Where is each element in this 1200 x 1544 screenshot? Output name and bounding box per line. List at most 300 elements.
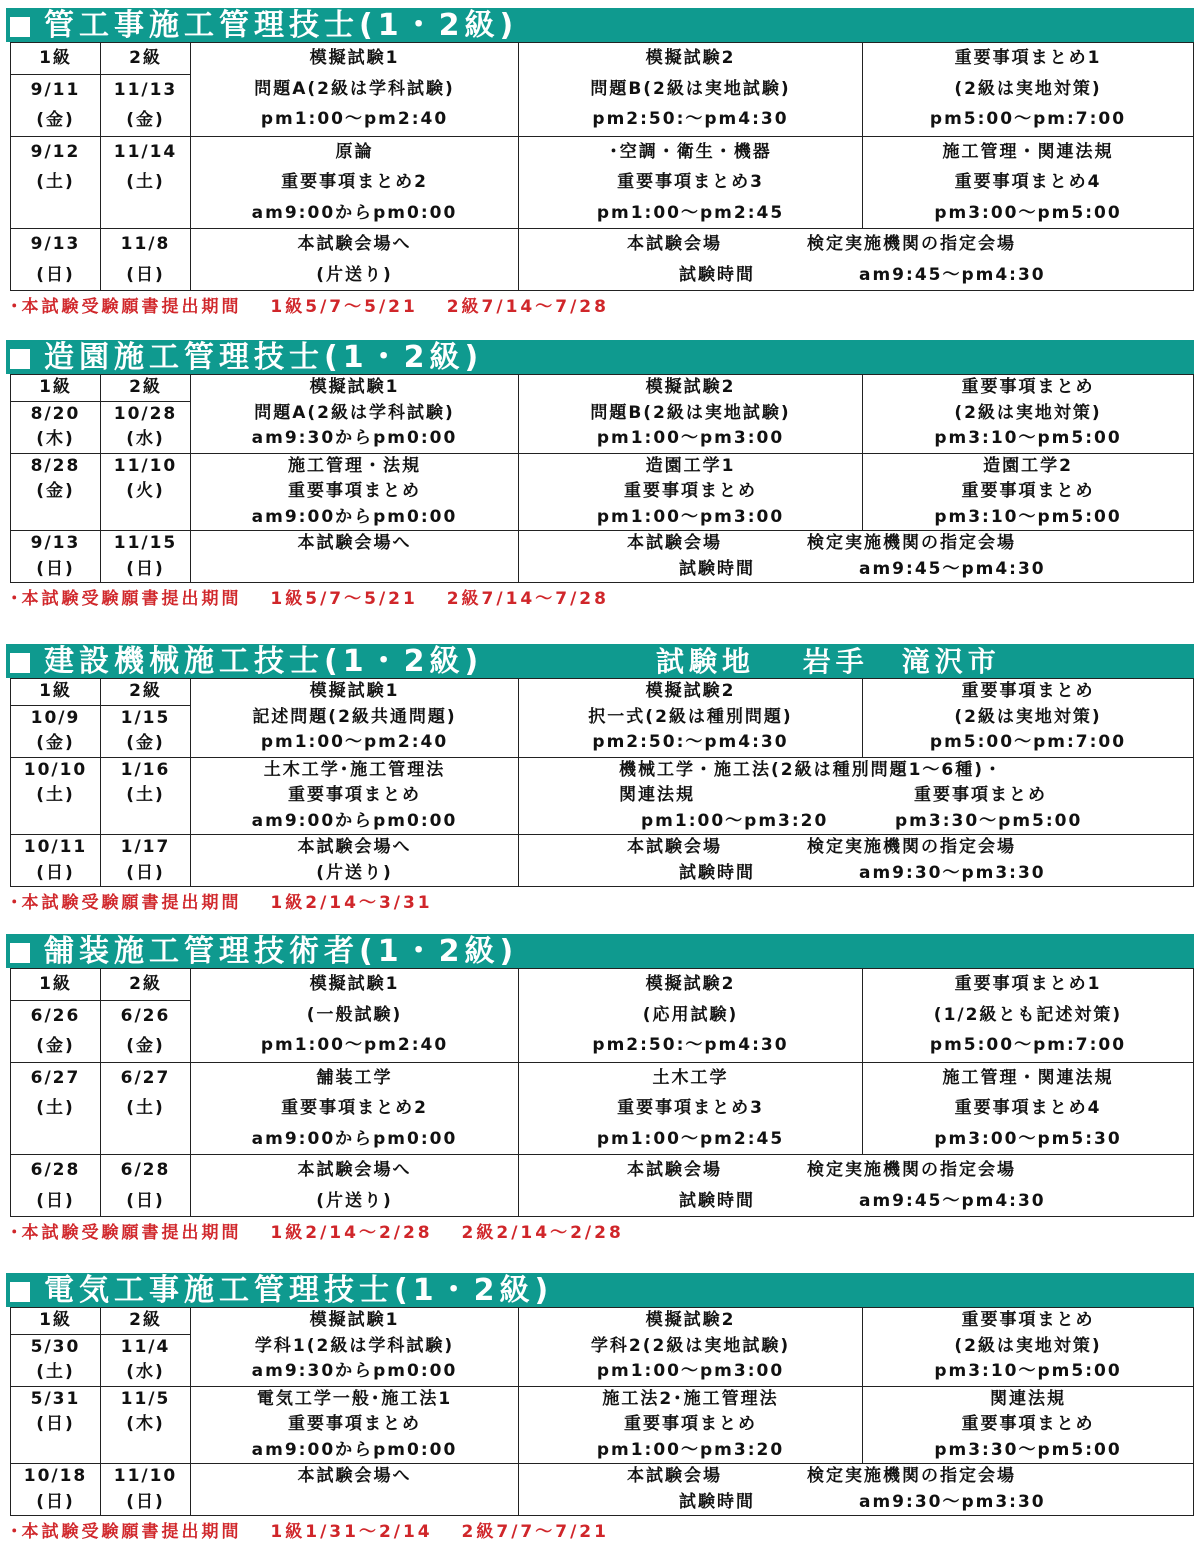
session-weekday: (日) [126, 558, 165, 579]
grade-column-heading: 2級 [101, 375, 190, 402]
session-subject: 模擬試験2 [645, 48, 736, 68]
grade-column-heading: 1級 [11, 1308, 100, 1335]
grade-column-heading: 1級 [11, 969, 100, 1001]
application-period-note: ･本試験受験願書提出期間 1級1/31～2/14 2級7/7～7/21 [10, 1522, 609, 1542]
session-subject: 重要事項まとめ [961, 377, 1095, 397]
grade2-date-cell [101, 835, 191, 887]
session-subject: 本試験会場へ [297, 234, 412, 254]
session-cell [191, 43, 519, 137]
session-cell [519, 43, 863, 137]
session-date: 11/5 [120, 1388, 171, 1409]
exam-hours-label: 試験時間 [679, 1491, 755, 1512]
grade2-date-cell [101, 679, 191, 758]
session-detail: (2級は実地対策) [954, 402, 1102, 423]
session-weekday: (土) [126, 1098, 165, 1118]
session-detail: 重要事項まとめ [624, 1414, 757, 1434]
session-cell [519, 136, 863, 229]
designated-venue: 検定実施機関の指定会場 [807, 837, 1016, 857]
session-weekday: (木) [126, 1414, 165, 1434]
session-weekday: (金) [36, 1036, 75, 1056]
course-section [6, 1273, 1194, 1543]
session-detail: (応用試験) [642, 1004, 739, 1025]
grade1-date-cell [11, 453, 101, 531]
schedule-row [11, 1464, 1194, 1516]
session-cell [191, 531, 519, 583]
square-bullet-icon [10, 653, 30, 673]
square-bullet-icon [10, 349, 30, 369]
session-date: 6/28 [120, 1160, 171, 1180]
grade1-date-cell [11, 835, 101, 887]
session-time: pm1:00～pm3:00 [596, 1361, 785, 1381]
session-subject: 電気工学一般･施工法1 [256, 1388, 453, 1409]
session-time: am9:30からpm0:00 [251, 1361, 458, 1381]
schedule-table [10, 1307, 1194, 1516]
session-detail: 重要事項まとめ4 [954, 1098, 1102, 1118]
application-period-note: ･本試験受験願書提出期間 1級2/14～2/28 2級2/14～2/28 [10, 1223, 624, 1243]
combined-time-1: pm1:00～pm3:20 [641, 810, 829, 831]
session-time: am9:00からpm0:00 [251, 810, 458, 831]
session-subject: 施工管理・法規 [288, 455, 421, 476]
session-detail: 重要事項まとめ [288, 785, 421, 805]
session-detail: (一般試験) [306, 1004, 403, 1025]
session-cell [519, 375, 863, 454]
session-time: pm3:00～pm5:00 [934, 202, 1122, 223]
session-subject: 重要事項まとめ [961, 1310, 1095, 1330]
session-weekday: (土) [36, 1098, 75, 1118]
section-header [6, 8, 1194, 42]
grade1-date-cell [11, 1155, 101, 1217]
session-date: 1/15 [120, 707, 171, 728]
course-section [6, 8, 1194, 318]
section-title: 管工事施工管理技士(1・2級) [44, 8, 519, 43]
session-cell [191, 1062, 519, 1155]
session-weekday: (火) [126, 481, 165, 501]
session-weekday: (日) [126, 1491, 165, 1512]
session-time: pm3:10～pm5:00 [934, 428, 1122, 448]
session-weekday: (木) [36, 429, 75, 449]
schedule-row [11, 531, 1194, 583]
course-section [6, 340, 1194, 610]
session-subject: 模擬試験1 [309, 681, 400, 701]
session-cell [191, 229, 519, 291]
grade2-date-cell [101, 531, 191, 583]
exam-hours: am9:45～pm4:30 [859, 1190, 1046, 1211]
session-weekday: (日) [126, 862, 165, 883]
session-time: am9:00からpm0:00 [251, 1128, 458, 1149]
grade2-date-cell [101, 1308, 191, 1387]
exam-venue-cell [519, 1155, 1194, 1217]
session-weekday: (日) [36, 558, 75, 579]
schedule-row [11, 136, 1194, 229]
session-subject: 本試験会場へ [297, 837, 412, 857]
grade2-date-cell [101, 757, 191, 835]
session-subject: ･空調・衛生・機器 [609, 141, 772, 162]
session-time: pm2:50:～pm4:30 [592, 1035, 789, 1055]
session-weekday: (日) [36, 1190, 75, 1211]
session-subject: 土木工学 [652, 1067, 729, 1088]
grade1-date-cell [11, 531, 101, 583]
session-subject: 模擬試験1 [309, 48, 400, 68]
exam-venue-body [519, 1155, 1193, 1215]
grade-column-heading: 2級 [101, 1308, 190, 1335]
session-date: 9/13 [30, 234, 81, 254]
session-date: 11/10 [113, 1466, 178, 1486]
schedule-row [11, 1062, 1194, 1155]
exam-hours: am9:30～pm3:30 [859, 1491, 1046, 1512]
session-subject: 原論 [335, 141, 374, 162]
session-cell [863, 1308, 1194, 1387]
square-bullet-icon [10, 943, 30, 963]
section-title: 造園施工管理技士(1・2級) [44, 340, 484, 375]
session-subject: 模擬試験2 [645, 974, 736, 994]
session-detail: 重要事項まとめ3 [617, 172, 764, 192]
session-weekday: (日) [36, 1414, 75, 1434]
session-time: am9:00からpm0:00 [251, 1439, 458, 1460]
session-subject: 本試験会場へ [297, 1466, 412, 1486]
session-detail: 重要事項まとめ2 [281, 172, 428, 192]
exam-hours-label: 試験時間 [679, 862, 755, 883]
session-date: 8/28 [30, 455, 81, 476]
session-date: 6/27 [30, 1067, 81, 1088]
session-time: pm1:00～pm3:20 [596, 1439, 785, 1460]
session-time: pm3:30～pm5:00 [934, 1439, 1122, 1460]
square-bullet-icon [10, 17, 30, 37]
course-section [6, 934, 1194, 1244]
combined-review: 重要事項まとめ [914, 785, 1047, 805]
session-time: pm5:00～pm:7:00 [929, 109, 1127, 129]
session-weekday: (日) [126, 1190, 165, 1211]
exam-hours: am9:45～pm4:30 [859, 264, 1046, 285]
schedule-row [11, 1308, 1194, 1387]
session-cell [863, 969, 1194, 1063]
session-detail: (1/2級とも記述対策) [933, 1004, 1123, 1025]
grade2-date-cell [101, 1464, 191, 1516]
session-detail: (2級は実地対策) [954, 78, 1102, 99]
combined-time-2: pm3:30～pm5:00 [895, 810, 1083, 831]
combined-subject-2: 関連法規 [619, 785, 695, 805]
session-weekday: (水) [126, 1362, 165, 1382]
session-cell [863, 136, 1194, 229]
grade1-date-cell [11, 43, 101, 137]
session-detail: 重要事項まとめ [624, 481, 757, 501]
session-detail: (2級は実地対策) [954, 706, 1102, 727]
grade1-date-cell [11, 229, 101, 291]
session-weekday: (金) [126, 110, 165, 130]
session-weekday: (日) [36, 862, 75, 883]
grade2-date-cell [101, 969, 191, 1063]
session-detail: 重要事項まとめ [288, 1414, 421, 1434]
grade2-date-cell [101, 1062, 191, 1155]
schedule-row [11, 969, 1194, 1063]
session-date: 8/20 [30, 403, 81, 424]
exam-venue-body [519, 1464, 1193, 1513]
exam-venue-label: 本試験会場 [627, 1466, 722, 1486]
session-cell [191, 136, 519, 229]
exam-venue-body [519, 229, 1193, 289]
session-weekday: (土) [36, 1362, 75, 1382]
designated-venue: 検定実施機関の指定会場 [807, 1466, 1016, 1486]
session-subject: 模擬試験1 [309, 377, 400, 397]
session-detail: 重要事項まとめ [961, 1414, 1095, 1434]
session-subject: 模擬試験2 [645, 377, 736, 397]
session-detail: 重要事項まとめ [961, 481, 1095, 501]
exam-venue-label: 本試験会場 [627, 533, 722, 553]
section-header [6, 644, 1194, 678]
session-subject: 本試験会場へ [297, 533, 412, 553]
session-time: pm1:00～pm2:40 [260, 109, 449, 129]
session-cell [191, 453, 519, 531]
session-time: pm5:00～pm:7:00 [929, 1035, 1127, 1055]
session-subject: 重要事項まとめ1 [954, 48, 1102, 68]
session-cell [863, 1062, 1194, 1155]
schedule-row [11, 375, 1194, 454]
session-cell [519, 1062, 863, 1155]
designated-venue: 検定実施機関の指定会場 [807, 533, 1016, 553]
session-cell [519, 453, 863, 531]
session-detail: 問題A(2級は学科試験) [254, 78, 455, 99]
section-title: 舗装施工管理技術者(1・2級) [44, 934, 519, 969]
session-detail: 学科2(2級は実地試験) [590, 1335, 791, 1356]
designated-venue: 検定実施機関の指定会場 [807, 234, 1016, 254]
session-weekday: (水) [126, 429, 165, 449]
session-weekday: (日) [36, 1491, 75, 1512]
session-time: pm1:00～pm3:00 [596, 506, 785, 527]
exam-venue-cell [519, 229, 1194, 291]
session-subject: 模擬試験1 [309, 974, 400, 994]
session-detail: (片送り) [316, 264, 393, 285]
session-weekday: (土) [36, 172, 75, 192]
session-time: pm5:00～pm:7:00 [929, 732, 1127, 752]
session-subject: 模擬試験2 [645, 681, 736, 701]
session-date: 10/18 [23, 1466, 88, 1486]
grade-column-heading: 1級 [11, 375, 100, 402]
session-time: pm3:10～pm5:00 [934, 506, 1122, 527]
exam-hours-label: 試験時間 [679, 1190, 755, 1211]
grade1-date-cell [11, 1386, 101, 1464]
session-detail: 択一式(2級は種別問題) [588, 706, 793, 727]
grade1-date-cell [11, 375, 101, 454]
session-date: 10/11 [23, 837, 88, 857]
session-cell [863, 453, 1194, 531]
session-cell [191, 1308, 519, 1387]
exam-hours: am9:45～pm4:30 [859, 558, 1046, 579]
session-detail: 重要事項まとめ [288, 481, 421, 501]
session-cell [863, 375, 1194, 454]
session-time: pm1:00～pm3:00 [596, 428, 785, 448]
application-period-note: ･本試験受験願書提出期間 1級5/7～5/21 2級7/14～7/28 [10, 297, 609, 317]
session-subject: 重要事項まとめ1 [954, 974, 1102, 994]
session-date: 6/26 [120, 1005, 171, 1026]
session-detail: 問題B(2級は実地試験) [590, 78, 791, 99]
session-time: pm3:10～pm5:00 [934, 1361, 1122, 1381]
session-time: am9:00からpm0:00 [251, 506, 458, 527]
grade1-date-cell [11, 969, 101, 1063]
session-cell [191, 375, 519, 454]
grade-column-heading: 1級 [11, 43, 100, 75]
session-date: 9/11 [30, 79, 81, 100]
section-header [6, 340, 1194, 374]
session-weekday: (土) [126, 172, 165, 192]
session-date: 10/10 [23, 759, 88, 780]
application-period-note: ･本試験受験願書提出期間 1級2/14～3/31 [10, 893, 433, 913]
session-subject: 舗装工学 [316, 1067, 393, 1088]
schedule-row [11, 679, 1194, 758]
session-date: 10/28 [113, 403, 178, 424]
session-detail: 重要事項まとめ3 [617, 1098, 764, 1118]
grade2-date-cell [101, 43, 191, 137]
exam-venue-body [519, 835, 1193, 884]
schedule-table [10, 678, 1194, 887]
grade-column-heading: 2級 [101, 679, 190, 706]
exam-location: 試験地 岩手 滝沢市 [656, 645, 1001, 678]
combined-session-cell [519, 757, 1194, 835]
exam-venue-cell [519, 1464, 1194, 1516]
grade1-date-cell [11, 1062, 101, 1155]
session-date: 11/14 [113, 141, 178, 162]
section-header [6, 934, 1194, 968]
session-cell [191, 1464, 519, 1516]
session-date: 6/28 [30, 1160, 81, 1180]
grade1-date-cell [11, 1464, 101, 1516]
square-bullet-icon [10, 1282, 30, 1302]
session-detail: 記述問題(2級共通問題) [252, 706, 457, 727]
session-subject: 造園工学1 [645, 455, 736, 476]
session-cell [191, 757, 519, 835]
session-cell [519, 679, 863, 758]
session-date: 11/8 [120, 234, 171, 254]
exam-hours-label: 試験時間 [679, 558, 755, 579]
schedule-row [11, 757, 1194, 835]
grade2-date-cell [101, 1386, 191, 1464]
session-time: pm3:00～pm5:30 [934, 1128, 1122, 1149]
designated-venue: 検定実施機関の指定会場 [807, 1160, 1016, 1180]
session-date: 6/26 [30, 1005, 81, 1026]
session-cell [191, 679, 519, 758]
session-date: 11/4 [120, 1336, 171, 1357]
session-subject: 施工法2･施工管理法 [602, 1388, 779, 1409]
session-date: 1/17 [120, 837, 171, 857]
session-detail: 重要事項まとめ2 [281, 1098, 428, 1118]
exam-venue-body [519, 531, 1193, 580]
session-weekday: (金) [36, 110, 75, 130]
session-date: 9/12 [30, 141, 81, 162]
session-cell [863, 43, 1194, 137]
schedule-table [10, 42, 1194, 291]
session-date: 5/30 [30, 1336, 81, 1357]
session-detail: (2級は実地対策) [954, 1335, 1102, 1356]
session-cell [863, 1386, 1194, 1464]
grade2-date-cell [101, 1155, 191, 1217]
grade-column-heading: 1級 [11, 679, 100, 706]
session-date: 11/10 [113, 455, 178, 476]
session-date: 6/27 [120, 1067, 171, 1088]
session-weekday: (金) [36, 733, 75, 753]
session-cell [191, 835, 519, 887]
section-title: 建設機械施工技士(1・2級) [44, 644, 484, 679]
session-cell [191, 1155, 519, 1217]
session-detail: 問題B(2級は実地試験) [590, 402, 791, 423]
session-subject: 重要事項まとめ [961, 681, 1095, 701]
session-cell [519, 1308, 863, 1387]
session-subject: 施工管理・関連法規 [942, 141, 1114, 162]
session-date: 5/31 [30, 1388, 81, 1409]
session-time: pm2:50:～pm4:30 [592, 732, 789, 752]
session-date: 9/13 [30, 533, 81, 553]
grade2-date-cell [101, 375, 191, 454]
exam-venue-label: 本試験会場 [627, 234, 722, 254]
exam-venue-label: 本試験会場 [627, 1160, 722, 1180]
session-cell [519, 1386, 863, 1464]
section-header [6, 1273, 1194, 1307]
grade2-date-cell [101, 453, 191, 531]
exam-venue-label: 本試験会場 [627, 837, 722, 857]
session-date: 10/9 [30, 707, 81, 728]
session-subject: 模擬試験1 [309, 1310, 400, 1330]
session-time: pm1:00～pm2:40 [260, 732, 449, 752]
course-section [6, 644, 1194, 914]
session-time: pm1:00～pm2:45 [596, 1128, 785, 1149]
session-weekday: (金) [126, 733, 165, 753]
session-detail: (片送り) [316, 862, 393, 883]
schedule-row [11, 229, 1194, 291]
session-subject: 関連法規 [990, 1388, 1066, 1409]
grade1-date-cell [11, 757, 101, 835]
combined-subject: 機械工学・施工法(2級は種別問題1～6種)・ [619, 759, 1004, 780]
session-subject: 造園工学2 [983, 455, 1073, 476]
schedule-row [11, 453, 1194, 531]
session-detail: 重要事項まとめ4 [954, 172, 1102, 192]
grade1-date-cell [11, 1308, 101, 1387]
session-weekday: (土) [126, 785, 165, 805]
session-weekday: (金) [126, 1036, 165, 1056]
schedule-table [10, 968, 1194, 1217]
exam-hours-label: 試験時間 [679, 264, 755, 285]
exam-hours: am9:30～pm3:30 [859, 862, 1046, 883]
session-cell [519, 969, 863, 1063]
schedule-table [10, 374, 1194, 583]
grade2-date-cell [101, 229, 191, 291]
session-date: 1/16 [120, 759, 171, 780]
grade-column-heading: 2級 [101, 969, 190, 1001]
session-date: 11/15 [113, 533, 178, 553]
session-time: pm2:50:～pm4:30 [592, 109, 789, 129]
session-cell [191, 969, 519, 1063]
session-time: pm1:00～pm2:40 [260, 1035, 449, 1055]
schedule-row [11, 835, 1194, 887]
grade2-date-cell [101, 136, 191, 229]
session-detail: 学科1(2級は学科試験) [254, 1335, 455, 1356]
grade-column-heading: 2級 [101, 43, 190, 75]
session-cell [191, 1386, 519, 1464]
application-period-note: ･本試験受験願書提出期間 1級5/7～5/21 2級7/14～7/28 [10, 589, 609, 609]
session-detail: (片送り) [316, 1190, 393, 1211]
session-time: am9:00からpm0:00 [251, 202, 458, 223]
session-detail: 問題A(2級は学科試験) [254, 402, 455, 423]
session-time: am9:30からpm0:00 [251, 428, 458, 448]
session-date: 11/13 [113, 79, 178, 100]
session-weekday: (金) [36, 481, 75, 501]
session-time: pm1:00～pm2:45 [596, 202, 785, 223]
session-weekday: (日) [36, 264, 75, 285]
session-subject: 模擬試験2 [645, 1310, 736, 1330]
session-subject: 本試験会場へ [297, 1160, 412, 1180]
combined-session-body [519, 758, 1193, 833]
grade1-date-cell [11, 136, 101, 229]
exam-venue-cell [519, 835, 1194, 887]
section-title: 電気工事施工管理技士(1・2級) [44, 1273, 554, 1308]
schedule-row [11, 1155, 1194, 1217]
session-cell [863, 679, 1194, 758]
